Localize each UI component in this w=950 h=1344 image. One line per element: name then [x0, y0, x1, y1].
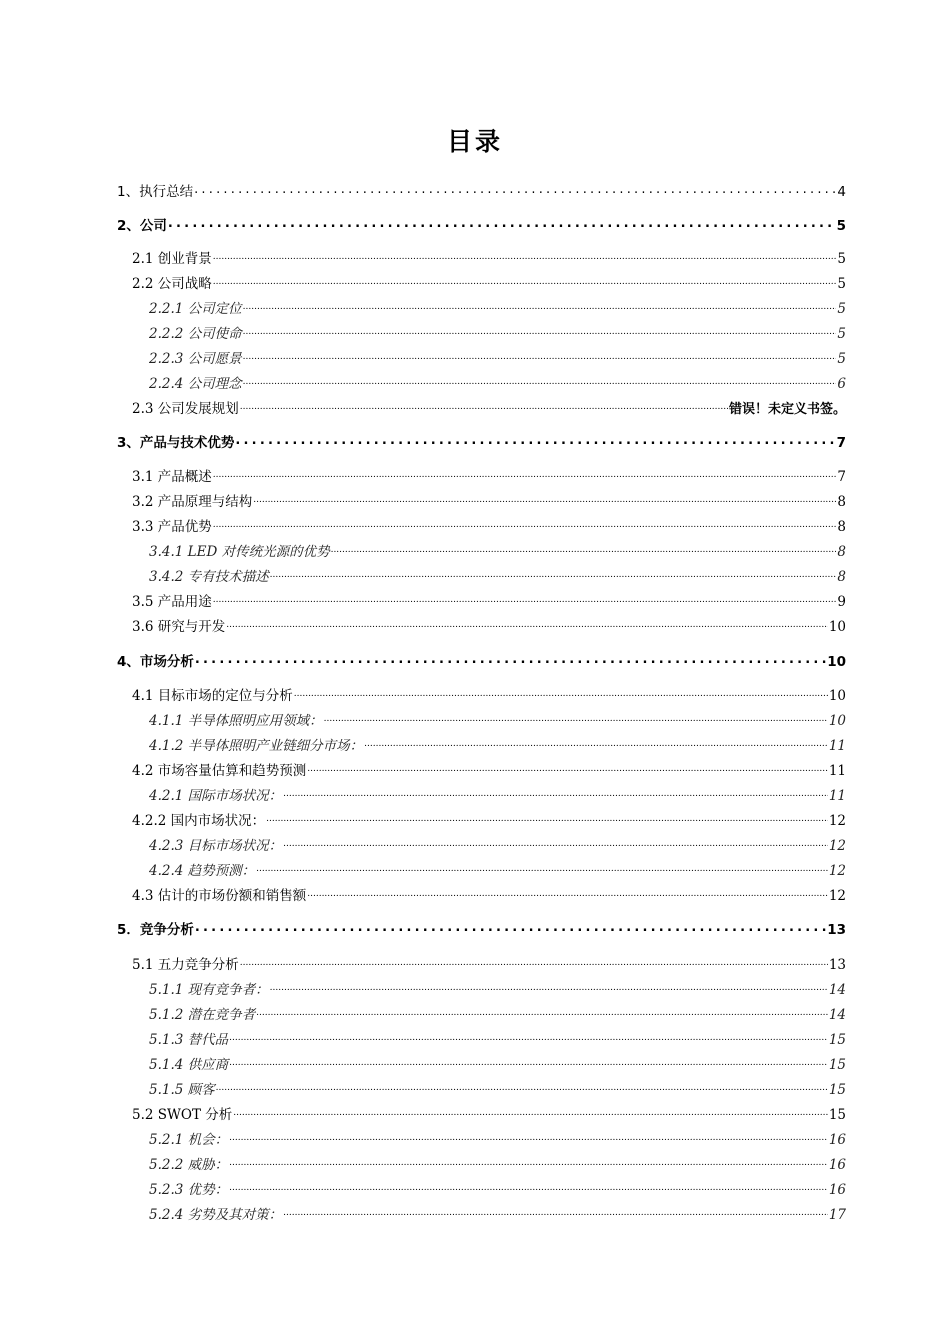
dot-leader: [283, 836, 828, 852]
toc-entry-page: 8: [837, 494, 846, 510]
dot-leader: [240, 399, 728, 415]
toc-entry[interactable]: [132, 247, 846, 267]
toc-entry[interactable]: [132, 809, 846, 829]
toc-entry[interactable]: [149, 1178, 846, 1198]
toc-entry-page: 14: [828, 1007, 846, 1023]
toc-entry-label: 5.2.4 劣势及其对策：: [149, 1207, 283, 1223]
toc-entry[interactable]: [149, 1203, 846, 1223]
toc-entry[interactable]: [132, 684, 846, 704]
toc-entry-page: 10: [828, 619, 846, 635]
toc-entry[interactable]: [117, 180, 846, 200]
dot-leader: [256, 861, 828, 877]
toc-entry-label: 2.3 公司发展规划: [132, 401, 239, 417]
toc-entry-label: 5.2.3 优势：: [149, 1182, 229, 1198]
dot-leader: [294, 686, 828, 702]
toc-entry[interactable]: [132, 515, 846, 535]
toc-entry-page: 15: [828, 1082, 846, 1098]
toc-entry-label: 4.2 市场容量估算和趋势预测: [132, 763, 307, 779]
toc-entry[interactable]: [149, 1003, 846, 1023]
toc-entry[interactable]: [149, 1028, 846, 1048]
toc-entry-page: 17: [828, 1207, 846, 1223]
toc-entry-page: 5: [837, 351, 846, 367]
toc-entry-label: 4.2.3 目标市场状况：: [149, 838, 283, 854]
dot-leader: [233, 1105, 828, 1121]
dot-leader: [243, 324, 837, 340]
toc-entry[interactable]: [117, 214, 846, 234]
toc-entry-label: 5.1.1 现有竞争者：: [149, 982, 269, 998]
toc-entry-label: 5.2.2 威胁：: [149, 1157, 229, 1173]
toc-entry-label: 3.3 产品优势: [132, 519, 212, 535]
toc-entry[interactable]: [149, 734, 846, 754]
dot-leader: [213, 467, 837, 483]
toc-entry[interactable]: [132, 884, 846, 904]
toc-entry[interactable]: [149, 784, 846, 804]
toc-entry-page: 12: [828, 863, 846, 879]
toc-entry-page: 12: [828, 813, 846, 829]
toc-entry[interactable]: [132, 615, 846, 635]
toc-entry-label: 5.2 SWOT 分析: [132, 1107, 233, 1123]
toc-entry-label: 1、执行总结: [117, 184, 194, 200]
toc-entry-page: 10: [828, 713, 846, 729]
toc-entry[interactable]: [117, 650, 846, 670]
toc-entry-label: 3.4.2 专有技术描述: [149, 569, 269, 585]
toc-entry[interactable]: [132, 759, 846, 779]
toc-entry-page: 16: [828, 1182, 846, 1198]
toc-entry-label: 5.1 五力竞争分析: [132, 957, 239, 973]
toc-entry-page: 5: [837, 276, 846, 292]
dot-leader: [307, 886, 828, 902]
toc-entry-page: 15: [828, 1107, 846, 1123]
toc-entry[interactable]: [149, 347, 846, 367]
toc-entry-label: 3、产品与技术优势: [117, 435, 235, 451]
dot-leader: [213, 592, 837, 608]
toc-entry[interactable]: [132, 272, 846, 292]
dot-leader: [283, 786, 828, 802]
toc-entry-page: 7: [837, 469, 846, 485]
dot-leader: [243, 374, 837, 390]
dot-leader: [243, 299, 837, 315]
toc-entry-error: 错误！未定义书签。: [728, 402, 846, 417]
dot-leader: [283, 1205, 828, 1221]
toc-entry-label: 4.3 估计的市场份额和销售额: [132, 888, 307, 904]
toc-entry-label: 5.2.1 机会：: [149, 1132, 229, 1148]
toc-entry-page: 12: [828, 838, 846, 854]
toc-entry-page: 11: [828, 788, 846, 804]
dot-leader: [364, 736, 828, 752]
toc-entry-label: 5.1.2 潜在竞争者: [149, 1007, 256, 1023]
dot-leader: [213, 274, 837, 290]
toc-entry-page: 5: [836, 218, 846, 234]
dot-leader: [235, 433, 835, 449]
toc-entry-page: 5: [837, 301, 846, 317]
toc-entry[interactable]: [132, 397, 846, 417]
toc-entry[interactable]: [132, 1103, 846, 1123]
toc-entry-page: 8: [837, 569, 846, 585]
dot-leader: [194, 182, 836, 198]
dot-leader: [256, 1005, 828, 1021]
toc-entry-label: 2.2.2 公司使命: [149, 326, 242, 342]
toc-entry-label: 2.2.3 公司愿景: [149, 351, 242, 367]
toc-entry-page: 8: [837, 544, 846, 560]
toc-entry-label: 4.1 目标市场的定位与分析: [132, 688, 293, 704]
toc-entry[interactable]: [149, 372, 846, 392]
toc-entry-page: 11: [828, 738, 846, 754]
dot-leader: [195, 920, 826, 936]
toc-entry-label: 4、市场分析: [117, 654, 194, 670]
dot-leader: [240, 955, 828, 971]
toc-entry-page: 10: [827, 654, 846, 670]
dot-leader: [229, 1130, 828, 1146]
toc-entry-label: 2.1 创业背景: [132, 251, 212, 267]
toc-entry[interactable]: [149, 1078, 846, 1098]
toc-entry-page: 7: [836, 435, 846, 451]
toc-entry[interactable]: [132, 953, 846, 973]
dot-leader: [266, 811, 828, 827]
toc-entry-label: 3.5 产品用途: [132, 594, 212, 610]
toc-entry-page: 5: [837, 251, 846, 267]
dot-leader: [229, 1055, 828, 1071]
dot-leader: [307, 761, 828, 777]
toc-entry[interactable]: [132, 590, 846, 610]
dot-leader: [331, 542, 837, 558]
toc-entry-page: 13: [828, 957, 846, 973]
toc-entry-label: 3.6 研究与开发: [132, 619, 226, 635]
toc-entry[interactable]: [149, 540, 846, 560]
toc-entry[interactable]: [117, 918, 846, 938]
toc-entry[interactable]: [149, 978, 846, 998]
dot-leader: [229, 1180, 828, 1196]
toc-entry-page: 9: [837, 594, 846, 610]
toc-entry-page: 8: [837, 519, 846, 535]
toc-entry-label: 5．竞争分析: [117, 922, 194, 938]
toc-title: 目录: [446, 127, 503, 156]
toc-entry[interactable]: [149, 709, 846, 729]
toc-entry-label: 2、公司: [117, 218, 167, 234]
toc-entry-page: 16: [828, 1157, 846, 1173]
toc-entry-label: 4.2.2 国内市场状况：: [132, 813, 266, 829]
toc-entry[interactable]: [149, 322, 846, 342]
toc-entry-page: 6: [837, 376, 846, 392]
toc-entry-label: 5.1.3 替代品: [149, 1032, 229, 1048]
dot-leader: [229, 1155, 828, 1171]
toc-entry-page: 15: [828, 1032, 846, 1048]
toc-entry-page: 12: [828, 888, 846, 904]
dot-leader: [253, 492, 836, 508]
toc-entry[interactable]: [149, 859, 846, 879]
toc-entry-label: 4.2.4 趋势预测：: [149, 863, 256, 879]
toc-entry[interactable]: [149, 297, 846, 317]
toc-entry-label: 5.1.5 顾客: [149, 1082, 215, 1098]
dot-leader: [216, 1080, 828, 1096]
toc-entry[interactable]: [149, 1053, 846, 1073]
toc-entry-page: 13: [827, 922, 846, 938]
dot-leader: [226, 617, 828, 633]
toc-entry-page: 11: [828, 763, 846, 779]
toc-entry-page: 14: [828, 982, 846, 998]
toc-entry-label: 2.2.1 公司定位: [149, 301, 242, 317]
dot-leader: [324, 711, 828, 727]
dot-leader: [270, 567, 837, 583]
toc-entry[interactable]: [149, 1128, 846, 1148]
toc-entry-label: 2.2.4 公司理念: [149, 376, 242, 392]
toc-entry[interactable]: [149, 565, 846, 585]
toc-entry-label: 3.2 产品原理与结构: [132, 494, 253, 510]
dot-leader: [168, 216, 836, 232]
toc-entry[interactable]: [132, 465, 846, 485]
toc-entry-label: 4.2.1 国际市场状况：: [149, 788, 283, 804]
dot-leader: [270, 980, 828, 996]
dot-leader: [213, 517, 837, 533]
toc-entry[interactable]: [117, 431, 846, 451]
toc-entry[interactable]: [132, 490, 846, 510]
toc-entry-page: 15: [828, 1057, 846, 1073]
toc-entry-label: 2.2 公司战略: [132, 276, 212, 292]
dot-leader: [229, 1030, 828, 1046]
dot-leader: [243, 349, 837, 365]
toc-entry-label: 4.1.2 半导体照明产业链细分市场：: [149, 738, 364, 754]
toc-entry-page: 5: [837, 326, 846, 342]
dot-leader: [195, 652, 826, 668]
toc-entry-page: 10: [828, 688, 846, 704]
toc-entry-page: 16: [828, 1132, 846, 1148]
toc-entry-page: 4: [837, 184, 846, 200]
toc-entry-label: 5.1.4 供应商: [149, 1057, 229, 1073]
dot-leader: [213, 249, 837, 265]
toc-entry-label: 4.1.1 半导体照明应用领域：: [149, 713, 323, 729]
toc-entry[interactable]: [149, 1153, 846, 1173]
toc-entry-label: 3.4.1 LED 对传统光源的优势: [149, 544, 330, 560]
toc-entry[interactable]: [149, 834, 846, 854]
toc-entry-label: 3.1 产品概述: [132, 469, 212, 485]
